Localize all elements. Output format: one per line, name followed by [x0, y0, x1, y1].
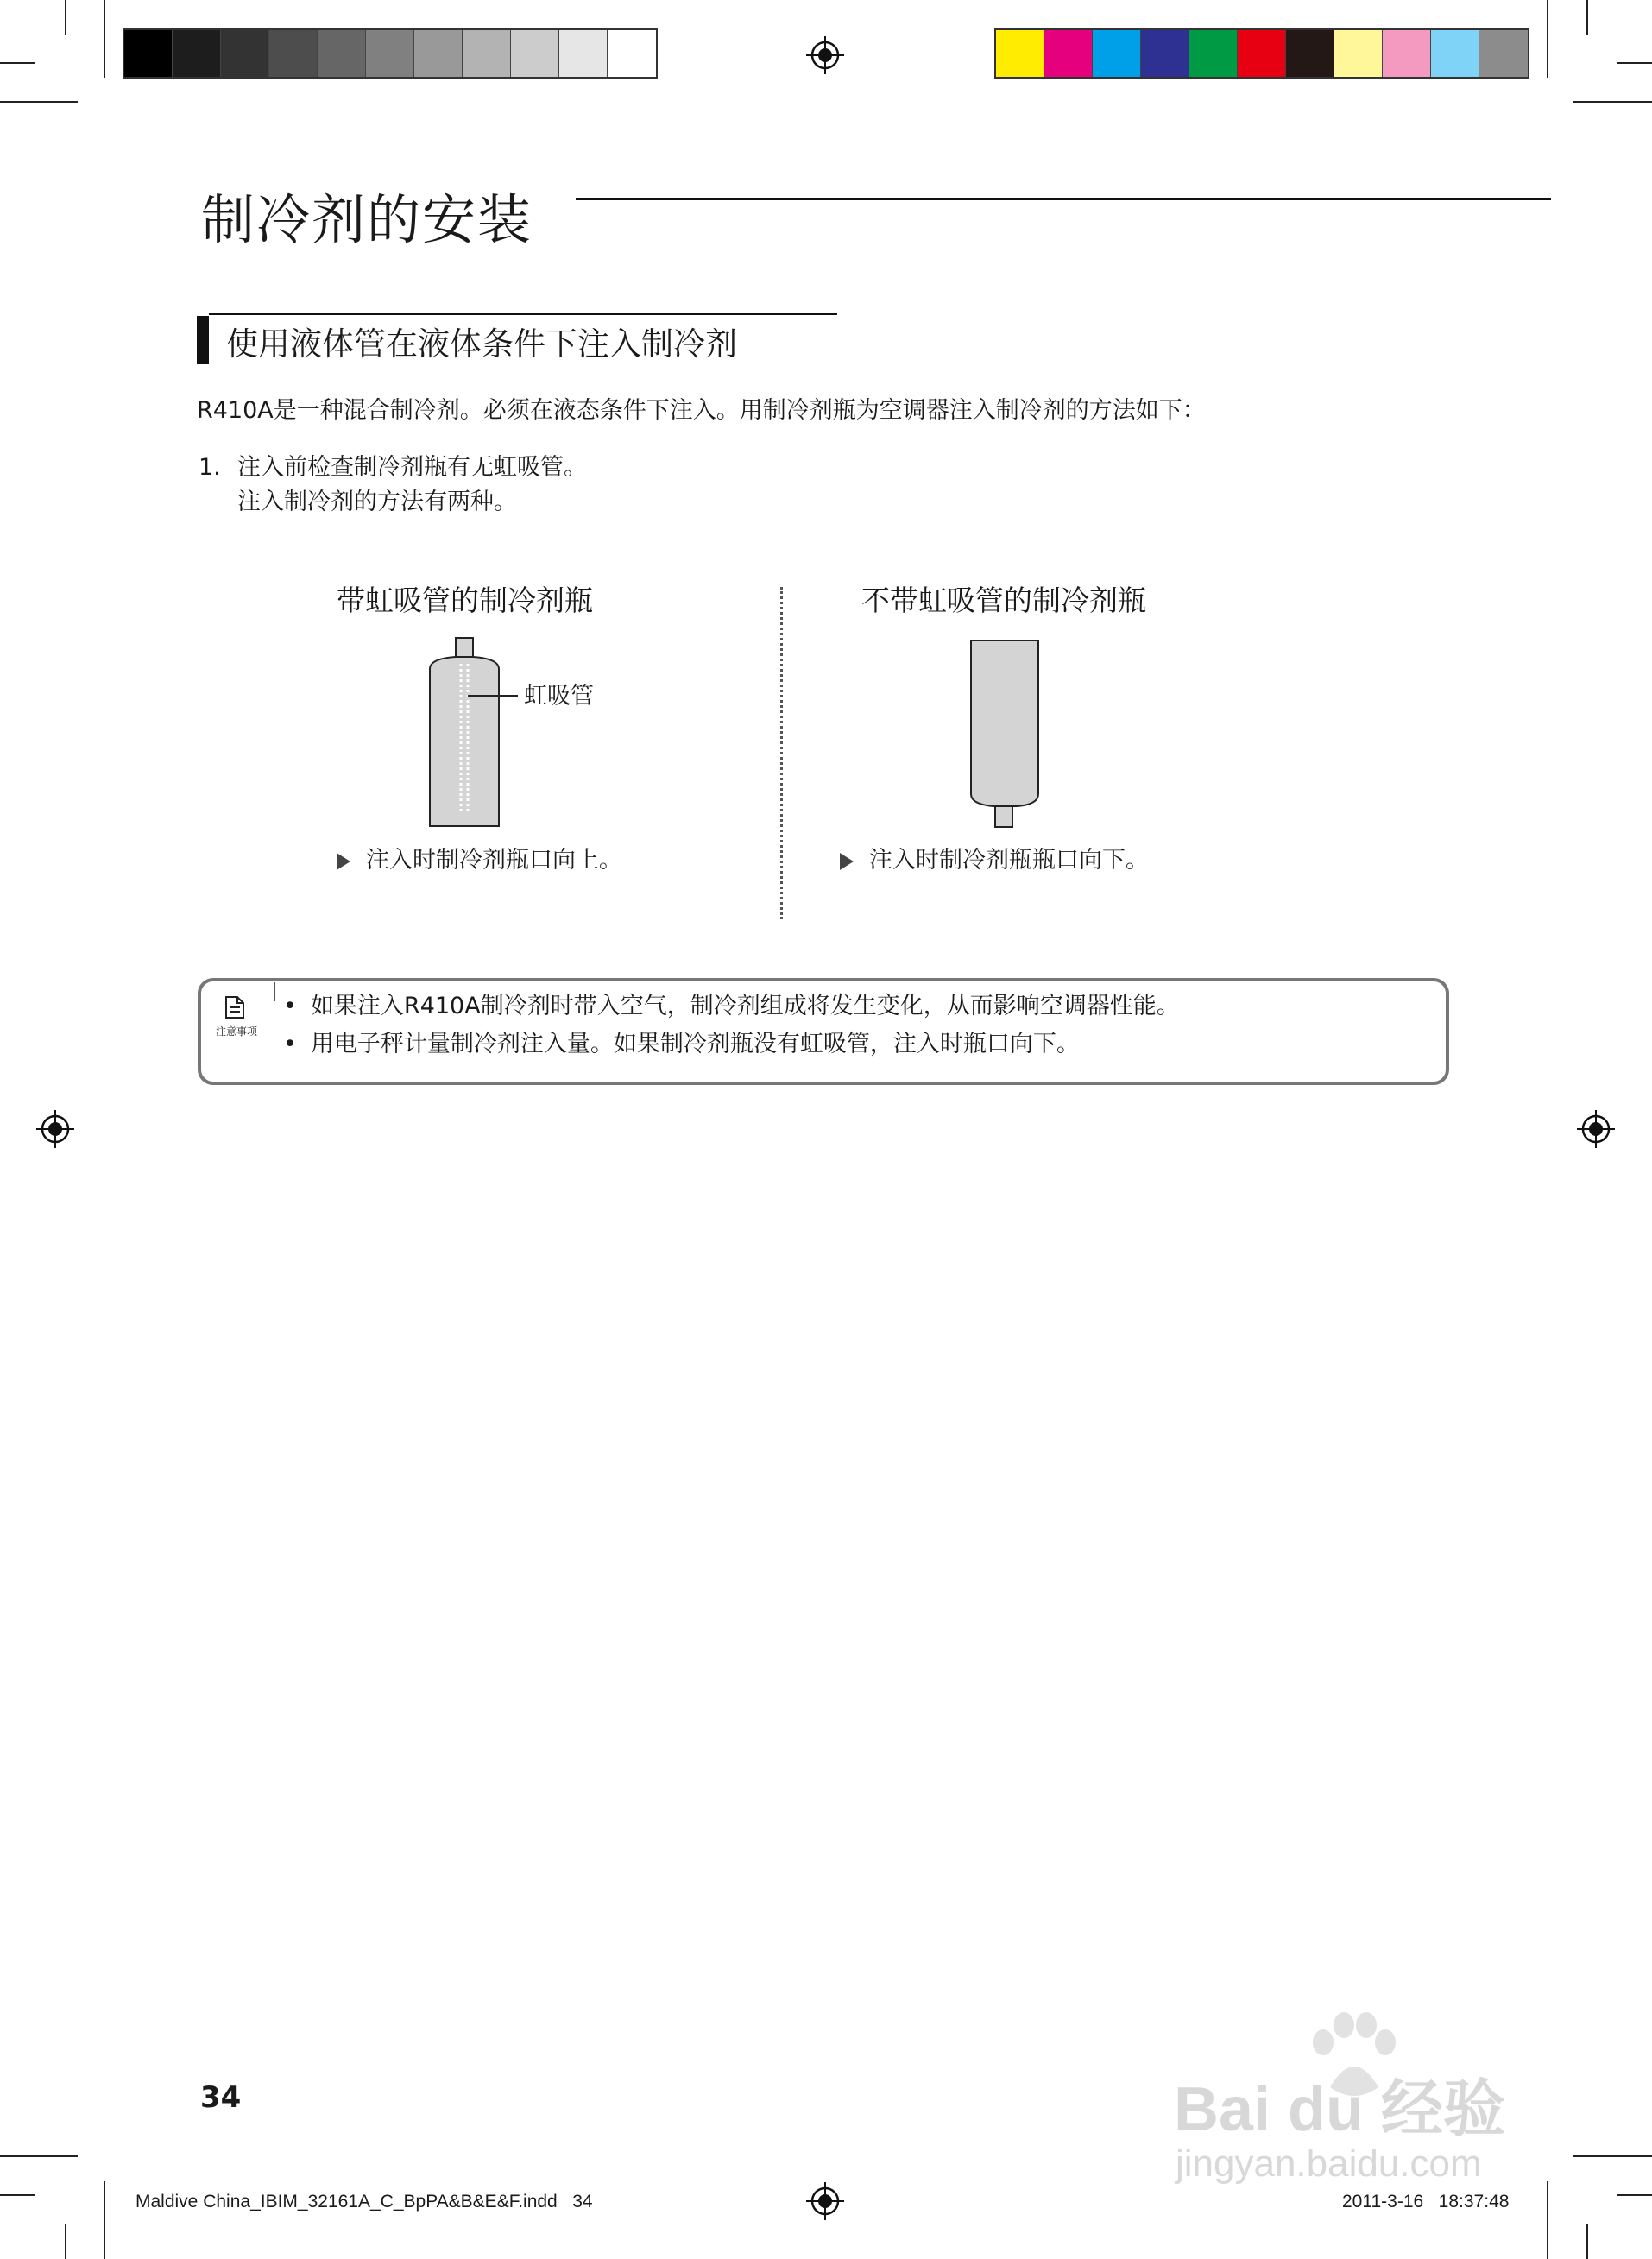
- figure-left-title: 带虹吸管的制冷剂瓶: [337, 584, 593, 617]
- registration-mark-icon: [1577, 1110, 1615, 1148]
- triangle-bullet-icon: [840, 853, 854, 870]
- crop-mark: [1547, 0, 1548, 78]
- crop-mark: [0, 2155, 78, 2157]
- crop-mark: [0, 101, 78, 103]
- figure-left-caption-text: 注入时制冷剂瓶口向上。: [366, 847, 622, 874]
- figure-left-caption: [337, 841, 622, 874]
- color-swatch: [221, 30, 269, 77]
- color-swatch: [318, 30, 366, 77]
- color-swatch: [511, 30, 559, 77]
- section-rule: [209, 313, 837, 315]
- step-line-1: 注入前检查制冷剂瓶有无虹吸管。: [237, 454, 587, 481]
- color-swatch: [463, 30, 511, 77]
- title-rule: [576, 198, 1551, 200]
- watermark-url: jingyan.baidu.com: [1176, 2142, 1482, 2185]
- figure-right-caption-text: 注入时制冷剂瓶瓶口向下。: [869, 847, 1149, 874]
- crop-mark: [104, 2181, 105, 2259]
- crop-mark: [1586, 2224, 1588, 2259]
- crop-mark: [1547, 2181, 1548, 2259]
- color-swatch: [1334, 30, 1383, 77]
- process-color-bar: [994, 28, 1529, 79]
- crop-mark: [1573, 2155, 1652, 2157]
- triangle-bullet-icon: [337, 853, 350, 870]
- color-swatch: [1383, 30, 1431, 77]
- crop-mark: [0, 2194, 35, 2196]
- crop-mark: [1617, 62, 1652, 64]
- color-swatch: [996, 30, 1044, 77]
- crop-mark: [1586, 0, 1588, 35]
- color-swatch: [414, 30, 463, 77]
- crop-mark: [65, 0, 66, 35]
- bullet-dot-icon: •: [283, 1031, 297, 1057]
- grayscale-color-bar: [123, 28, 658, 79]
- note-bullet-text: 如果注入R410A制冷剂时带入空气，制冷剂组成将发生变化，从而影响空调器性能。: [310, 993, 1180, 1019]
- print-timestamp: 2011-3-16 18:37:48: [1342, 2192, 1510, 2212]
- figure-right-title: 不带虹吸管的制冷剂瓶: [861, 584, 1146, 617]
- color-swatch: [1286, 30, 1334, 77]
- section-marker: [197, 316, 209, 364]
- crop-mark: [0, 62, 35, 64]
- note-bullet-text: 用电子秤计量制冷剂注入量。如果制冷剂瓶没有虹吸管，注入时瓶口向下。: [310, 1031, 1080, 1057]
- color-swatch: [1044, 30, 1093, 77]
- color-swatch: [173, 30, 221, 77]
- crop-mark: [65, 2224, 66, 2259]
- color-swatch: [1093, 30, 1141, 77]
- color-swatch: [1431, 30, 1479, 77]
- note-bullet: [283, 1025, 1080, 1063]
- registration-mark-icon: [36, 1110, 74, 1148]
- file-slug: Maldive China_IBIM_32161A_C_BpPA&B&E&F.indd 34: [136, 2192, 593, 2212]
- bullet-dot-icon: •: [283, 993, 297, 1019]
- cylinder-without-siphon-illustration: [967, 637, 1044, 829]
- color-swatch: [269, 30, 318, 77]
- figure-right-caption: [840, 841, 1149, 874]
- siphon-leader-line: [468, 695, 518, 697]
- cylinder-with-siphon-illustration: [423, 634, 509, 829]
- color-swatch: [1189, 30, 1238, 77]
- color-swatch: [124, 30, 173, 77]
- registration-mark-icon: [806, 2182, 844, 2220]
- color-swatch: [608, 30, 656, 77]
- step-number: 1.: [199, 454, 221, 481]
- registration-mark-icon: [806, 36, 844, 74]
- color-swatch: [1479, 30, 1528, 77]
- intro-paragraph: R410A是一种混合制冷剂。必须在液态条件下注入。用制冷剂瓶为空调器注入制冷剂的方法如下：: [197, 397, 1206, 424]
- crop-mark: [1617, 2194, 1652, 2196]
- note-separator: [274, 982, 275, 1001]
- note-icon-label: 注意事项: [216, 1025, 258, 1038]
- note-document-icon: [224, 995, 246, 1019]
- page-title: 制冷剂的安装: [201, 188, 533, 251]
- color-swatch: [1141, 30, 1189, 77]
- crop-mark: [1573, 101, 1652, 103]
- page-number: 34: [200, 2080, 242, 2115]
- crop-mark: [104, 0, 105, 78]
- step-line-2: 注入制冷剂的方法有两种。: [237, 489, 517, 515]
- color-swatch: [366, 30, 414, 77]
- color-swatch: [559, 30, 608, 77]
- color-swatch: [1238, 30, 1286, 77]
- note-bullet: [283, 988, 1180, 1025]
- watermark-brand: Bai du 经验: [1174, 2075, 1506, 2144]
- section-title: 使用液体管在液体条件下注入制冷剂: [226, 325, 737, 363]
- figure-divider: [780, 587, 783, 919]
- siphon-tube-label: 虹吸管: [524, 683, 594, 710]
